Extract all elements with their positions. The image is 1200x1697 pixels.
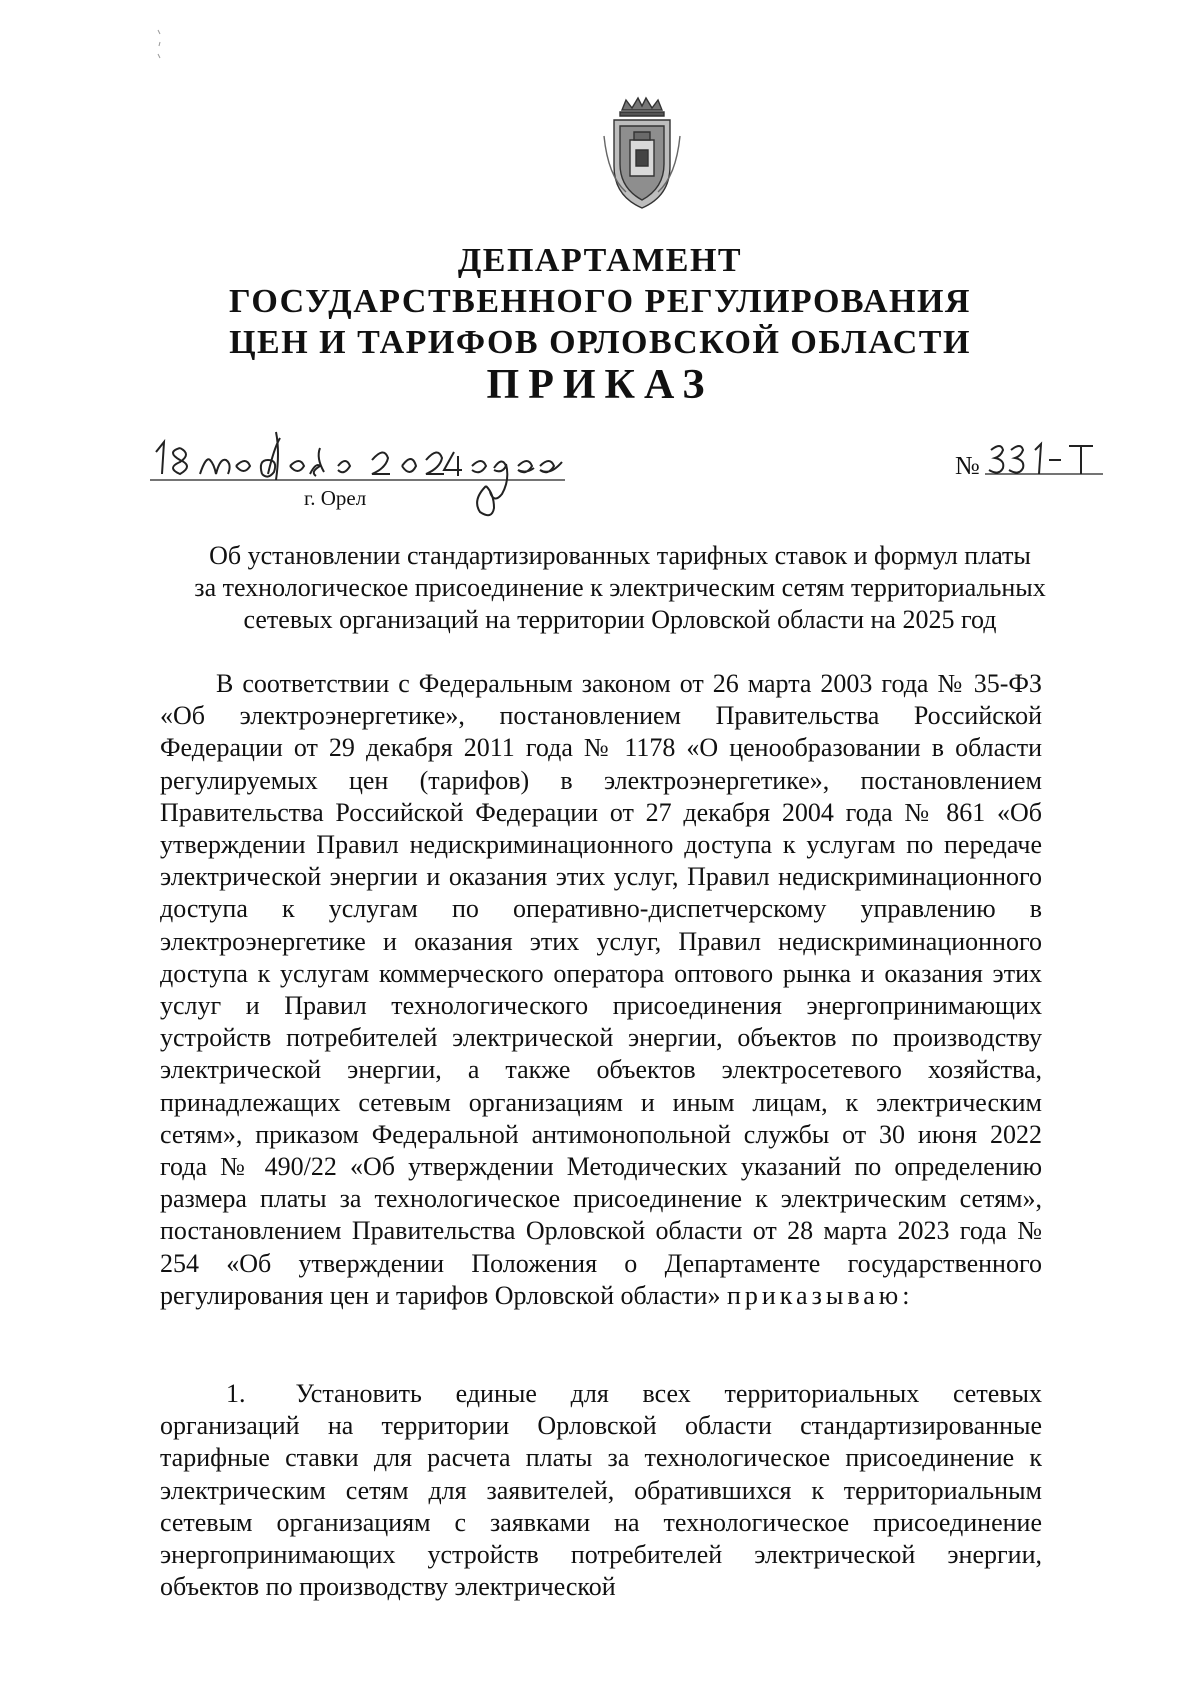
handwritten-order-number	[985, 436, 1105, 486]
clause-1-paragraph	[160, 1378, 1042, 1603]
scan-artifact-mark	[150, 28, 170, 68]
preamble-paragraph	[160, 668, 1042, 1312]
subject-line-1: Об установлении стандартизированных тарифных ставок и формул платы	[209, 541, 1031, 570]
city-label: г. Орел	[304, 486, 367, 510]
subject-line-2: за технологическое присоединение к электрическим сетям территориальных	[194, 573, 1046, 602]
department-title-line-3: ЦЕН И ТАРИФОВ ОРЛОВСКОЙ ОБЛАСТИ	[229, 324, 971, 361]
order-subject	[170, 540, 1070, 636]
document-type-title: ПРИКАЗ	[486, 362, 714, 408]
department-title-line-2: ГОСУДАРСТВЕННОГО РЕГУЛИРОВАНИЯ	[229, 283, 971, 320]
coat-of-arms-emblem	[600, 96, 684, 212]
subject-line-3: сетевых организаций на территории Орловской области на 2025 год	[243, 605, 997, 634]
preamble-text: В соответствии с Федеральным законом от 26 марта 2003 года № 35-ФЗ «Об электроэнергетике», постановлением Правительства Российской Федерации от 29 декабря 2011 года № 1178 «О ценообразовании в области регулируемых цен (тарифов) в электроэнергетике», постановлением Правительства Российской Федерации от 27 декабря 2004 года № 861 «Об утверждении Правил недискриминационного доступа к услугам по передаче электрической энергии и оказания этих услуг, Правил недискриминационного доступа к услугам по оперативно-диспетчерскому управлению в электроэнергетике и оказания этих услуг, Правил недискриминационного доступа к услугам коммерческого оператора оптового рынка и оказания этих услуг и Правил технологического присоединения энергопринимающих устройств потребителей электрической энергии, объектов по производству электрической энергии, а также объектов электросетевого хозяйства, принадлежащих сетевым организациям и иным лицам, к электрическим сетям», приказом Федеральной антимонопольной службы от 30 июня 2022 года № 490/22 «Об утверждении Методических указаний по определению размера платы за технологическое присоединение к электрическим сетям», постановлением Правительства Орловской области от 28 марта 2023 года № 254 «Об утверждении Положения о Департаменте государственного регулирования цен и тарифов Орловской области»	[160, 669, 1042, 1310]
order-word: приказываю:	[726, 1280, 914, 1310]
clause-1-text: Установить единые для всех территориальных сетевых организаций на территории Орловской области стандартизированные тарифные ставки для расчета платы за технологическое присоединение к электрическим сетям для заявителей, обратившихся к территориальным сетевым организациям с заявками на технологическое присоединение энергопринимающих устройств потребителей электрической энергии, объектов по производству электрической	[160, 1379, 1042, 1602]
department-title-line-1: ДЕПАРТАМЕНТ	[457, 242, 743, 279]
clause-1-number: 1.	[226, 1379, 246, 1408]
order-number-label: №	[955, 451, 980, 480]
